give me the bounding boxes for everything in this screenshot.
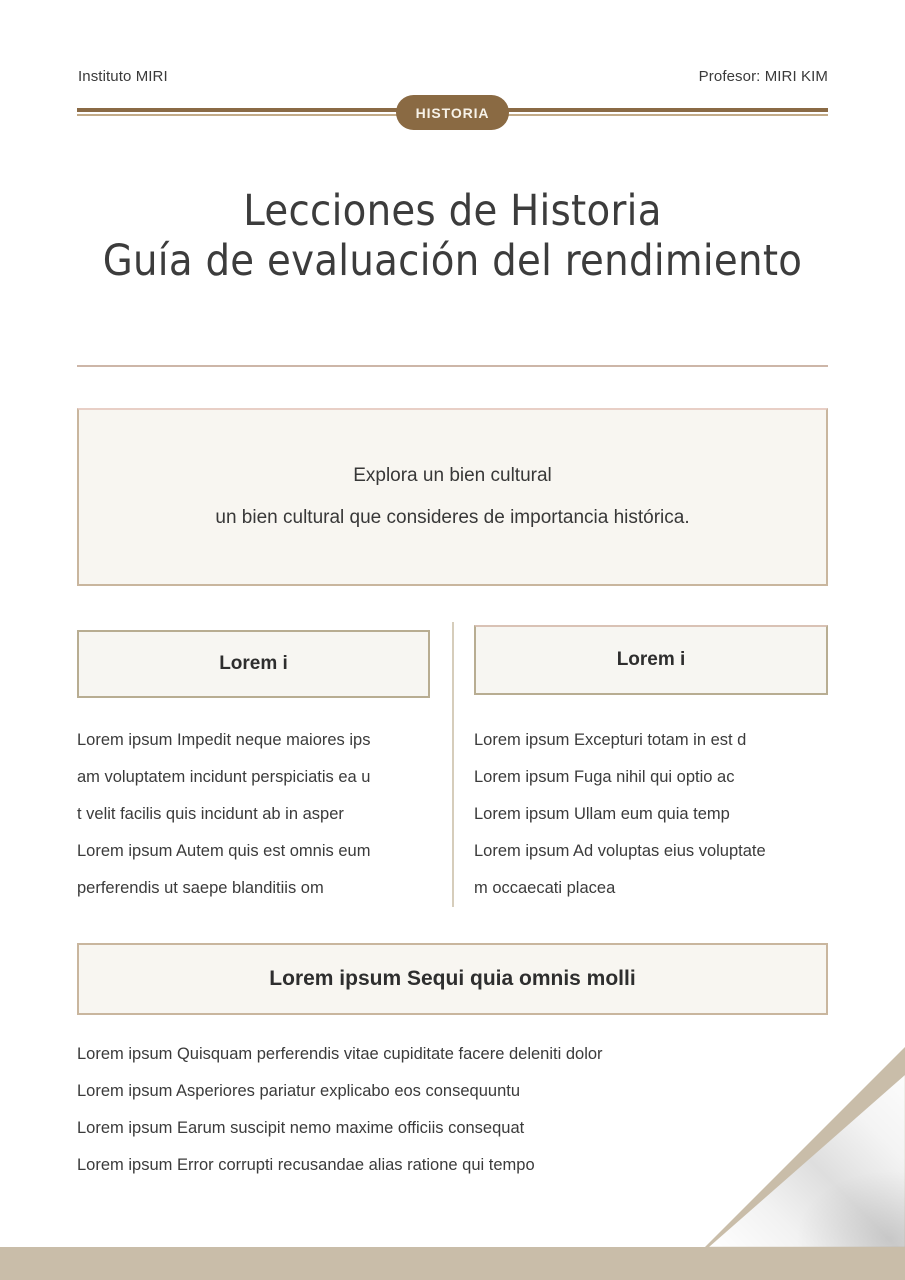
institution-label: Instituto MIRI [78, 68, 168, 85]
right-column-heading-box [474, 625, 828, 695]
left-column-heading-box [77, 630, 430, 698]
professor-label: Profesor: MIRI KIM [698, 68, 828, 85]
list-item: Lorem ipsum Error corrupti recusandae alias ratione qui tempo [77, 1156, 535, 1174]
text-line: Lorem ipsum Fuga nihil qui optio ac [474, 768, 735, 786]
column-divider [452, 622, 454, 907]
page-title [0, 186, 905, 286]
section-heading-label: Lorem ipsum Sequi quia omnis molli [269, 967, 636, 990]
left-column-heading-label: Lorem i [219, 653, 288, 674]
text-line: Lorem ipsum Excepturi totam in est d [474, 731, 747, 749]
text-line: m occaecati placea [474, 879, 616, 897]
right-column-heading-label: Lorem i [616, 649, 686, 670]
list-item: Lorem ipsum Earum suscipit nemo maxime officiis consequat [77, 1119, 525, 1137]
text-line: Lorem ipsum Ullam eum quia temp [474, 805, 730, 823]
text-line: Lorem ipsum Ad voluptas eius voluptate [474, 842, 766, 860]
text-line: perferendis ut saepe blanditiis om [77, 879, 324, 897]
text-line: t velit facilis quis incidunt ab in asper [77, 805, 344, 823]
page-curl [705, 1047, 905, 1247]
intro-callout-box [77, 408, 828, 586]
page-title-line-2: Guía de evaluación del rendimiento [102, 236, 803, 286]
page-title-line-1: Lecciones de Historia [243, 186, 662, 236]
text-line: am voluptatem incidunt perspiciatis ea u [77, 768, 371, 786]
intro-line-2: un bien cultural que consideres de importancia histórica. [215, 507, 690, 528]
right-column-body [474, 722, 834, 907]
intro-line-1: Explora un bien cultural [353, 465, 552, 486]
text-line: Lorem ipsum Autem quis est omnis eum [77, 842, 371, 860]
left-column-body [77, 722, 432, 907]
text-line: Lorem ipsum Impedit neque maiores ips [77, 731, 371, 749]
list-item: Lorem ipsum Asperiores pariatur explicabo eos consequuntu [77, 1082, 521, 1100]
title-divider [77, 365, 828, 367]
section-heading-box [77, 943, 828, 1015]
subject-badge: HISTORIA [396, 95, 509, 130]
list-item: Lorem ipsum Quisquam perferendis vitae cupiditate facere deleniti dolor [77, 1045, 603, 1063]
